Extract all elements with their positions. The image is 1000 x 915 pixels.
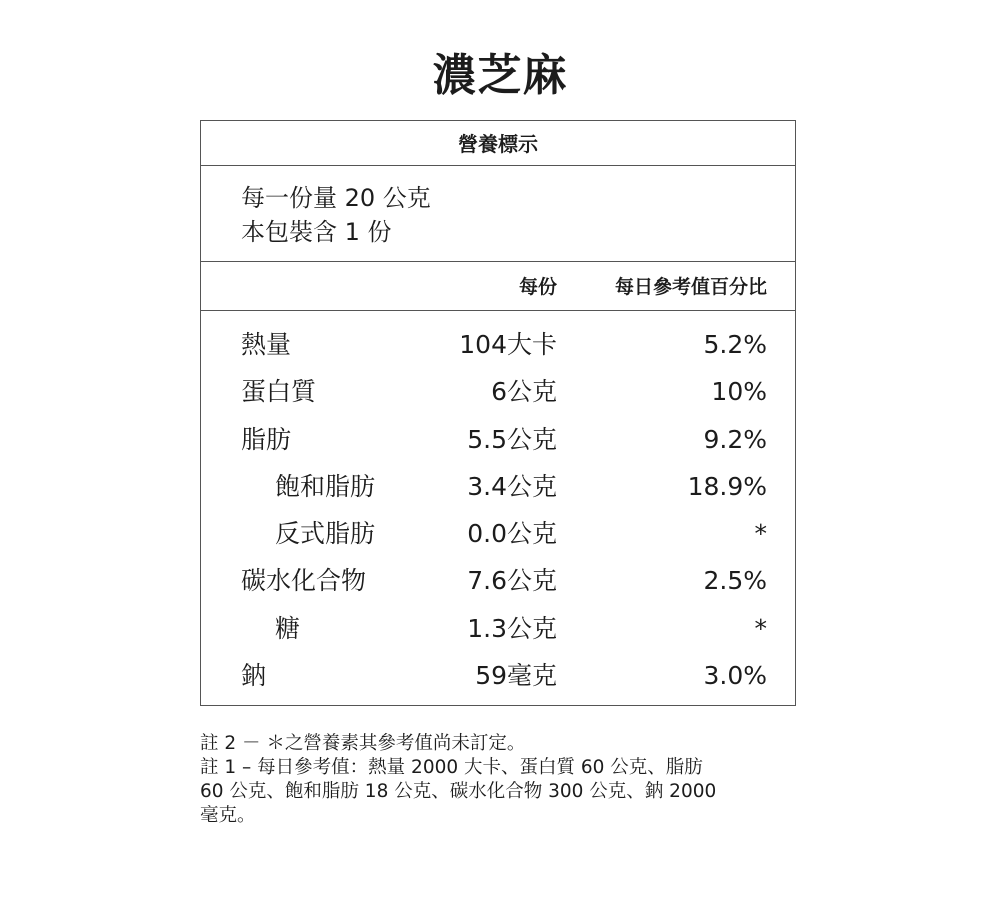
nutrient-amount: 0.0公克 [467, 519, 557, 549]
footnote-line: 註 1 – 每日參考值：熱量 2000 大卡、蛋白質 60 公克、脂肪 [200, 757, 703, 778]
nutrition-label [200, 120, 796, 706]
nutrient-rows [201, 321, 795, 699]
nutrient-name: 蛋白質 [241, 377, 317, 407]
nutrient-row-sugar [201, 605, 795, 652]
nutrient-row-saturated-fat [201, 463, 795, 510]
nutrient-daily-value: 9.2% [703, 424, 767, 454]
product-title: 濃芝麻 [432, 50, 568, 101]
nutrient-name: 熱量 [241, 330, 292, 359]
nutrient-row-trans-fat [201, 510, 795, 557]
nutrient-name: 脂肪 [241, 424, 292, 454]
column-header-per-serving: 每份 [518, 276, 557, 298]
nutrient-row-protein [201, 368, 795, 415]
nutrient-daily-value: 5.2% [703, 330, 767, 359]
nutrient-daily-value: 10% [711, 377, 767, 407]
nutrient-amount: 104大卡 [459, 330, 557, 359]
nutrient-daily-value: 3.0% [703, 661, 767, 691]
column-header-daily-value: 每日參考值百分比 [614, 276, 767, 298]
nutrient-amount: 5.5公克 [467, 424, 557, 454]
nutrient-daily-value: * [754, 519, 767, 549]
serving-info [241, 181, 431, 249]
nutrient-name: 飽和脂肪 [275, 471, 376, 501]
nutrient-amount: 3.4公克 [467, 471, 557, 501]
servings-per-package: 本包裝含 1 份 [241, 218, 392, 246]
nutrient-amount: 7.6公克 [467, 566, 557, 596]
nutrient-daily-value: * [754, 613, 767, 643]
serving-size: 每一份量 20 公克 [241, 184, 431, 212]
nutrient-amount: 59毫克 [475, 661, 557, 691]
nutrient-amount: 1.3公克 [467, 613, 557, 643]
nutrient-amount: 6公克 [491, 377, 557, 407]
footnote-line: 註 2 － ＊之營養素其參考值尚未訂定。 [200, 733, 526, 754]
nutrient-name: 反式脂肪 [275, 519, 376, 549]
nutrient-name: 糖 [275, 613, 301, 643]
nutrient-name: 碳水化合物 [241, 566, 367, 596]
footnotes [200, 732, 800, 828]
nutrient-row-carbohydrate [201, 557, 795, 604]
label-header: 營養標示 [201, 121, 795, 166]
column-header-row [201, 261, 795, 311]
nutrient-name: 鈉 [241, 661, 267, 691]
nutrient-daily-value: 18.9% [687, 471, 767, 501]
nutrient-row-fat [201, 416, 795, 463]
nutrient-daily-value: 2.5% [703, 566, 767, 596]
nutrient-row-calories [201, 321, 795, 368]
footnote-line: 60 公克、飽和脂肪 18 公克、碳水化合物 300 公克、鈉 2000 [200, 781, 717, 802]
footnote-line: 毫克。 [200, 805, 256, 826]
nutrient-row-sodium [201, 652, 795, 699]
